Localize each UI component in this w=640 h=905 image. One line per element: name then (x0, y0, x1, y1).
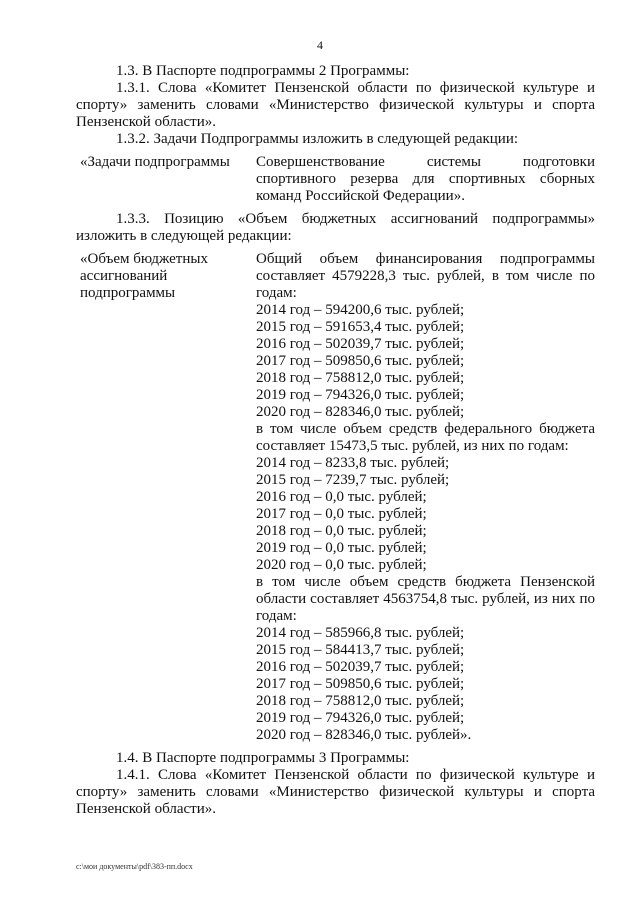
paragraph-1-3-1: 1.3.1. Слова «Комитет Пензенской области по физической культуре и спорту» заменить словами «Министерство физической культуры и спорта Пензенской области». (76, 80, 595, 130)
budget-definition (256, 251, 595, 744)
regional-year-line: 2019 год – 794326,0 тыс. рублей; (256, 710, 465, 726)
budget-total-intro: Общий объем финансирования подпрограммы составляет 4579228,3 тыс. рублей, в том числе по годам: (256, 251, 595, 301)
paragraph-1-4-1: 1.4.1. Слова «Комитет Пензенской области по физической культуре и спорту» заменить словами «Министерство физической культуры и спорта Пензенской области». (76, 767, 595, 817)
budget-year-line: 2016 год – 502039,7 тыс. рублей; (256, 336, 465, 352)
tasks-row (76, 154, 595, 205)
federal-year-line: 2015 год – 7239,7 тыс. рублей; (256, 472, 450, 488)
regional-intro: в том числе объем средств бюджета Пензенской области составляет 4563754,8 тыс. рублей, из них по годам: (256, 574, 595, 624)
federal-year-line: 2014 год – 8233,8 тыс. рублей; (256, 455, 450, 471)
footer-file-path: c:\мои документы\pdf\383-пп.docx (76, 862, 193, 871)
budget-year-line: 2018 год – 758812,0 тыс. рублей; (256, 370, 465, 386)
paragraph-1-3-2: 1.3.2. Задачи Подпрограммы изложить в следующей редакции: (116, 131, 519, 147)
federal-year-line: 2019 год – 0,0 тыс. рублей; (256, 540, 427, 556)
paragraph-1-4: 1.4. В Паспорте подпрограммы 3 Программы: (116, 750, 410, 766)
federal-year-line: 2020 год – 0,0 тыс. рублей; (256, 557, 427, 573)
page-number: 4 (317, 38, 323, 52)
regional-year-line: 2014 год – 585966,8 тыс. рублей; (256, 625, 465, 641)
budget-year-line: 2015 год – 591653,4 тыс. рублей; (256, 319, 465, 335)
tasks-term: «Задачи подпрограммы (80, 154, 230, 170)
federal-year-line: 2017 год – 0,0 тыс. рублей; (256, 506, 427, 522)
document-body (76, 63, 595, 818)
budget-year-line: 2019 год – 794326,0 тыс. рублей; (256, 387, 465, 403)
budget-year-line: 2014 год – 594200,6 тыс. рублей; (256, 302, 465, 318)
paragraph-1-3: 1.3. В Паспорте подпрограммы 2 Программы: (116, 63, 410, 79)
budget-row (76, 251, 595, 744)
regional-year-line: 2017 год – 509850,6 тыс. рублей; (256, 676, 465, 692)
federal-year-line: 2018 год – 0,0 тыс. рублей; (256, 523, 427, 539)
regional-year-line: 2020 год – 828346,0 тыс. рублей». (256, 727, 472, 743)
budget-year-line: 2017 год – 509850,6 тыс. рублей; (256, 353, 465, 369)
budget-term: «Объем бюджетных ассигнований подпрограммы (80, 251, 208, 301)
regional-year-line: 2015 год – 584413,7 тыс. рублей; (256, 642, 465, 658)
budget-year-line: 2020 год – 828346,0 тыс. рублей; (256, 404, 465, 420)
paragraph-1-3-3: 1.3.3. Позицию «Объем бюджетных ассигнований подпрограммы» изложить в следующей редакции: (76, 211, 595, 244)
federal-year-line: 2016 год – 0,0 тыс. рублей; (256, 489, 427, 505)
federal-intro: в том числе объем средств федерального бюджета составляет 15473,5 тыс. рублей, из них по годам: (256, 421, 595, 454)
regional-year-line: 2018 год – 758812,0 тыс. рублей; (256, 693, 465, 709)
tasks-definition: Совершенствование системы подготовки спортивного резерва для спортивных сборных команд Российской Федерации». (256, 154, 595, 204)
regional-year-line: 2016 год – 502039,7 тыс. рублей; (256, 659, 465, 675)
